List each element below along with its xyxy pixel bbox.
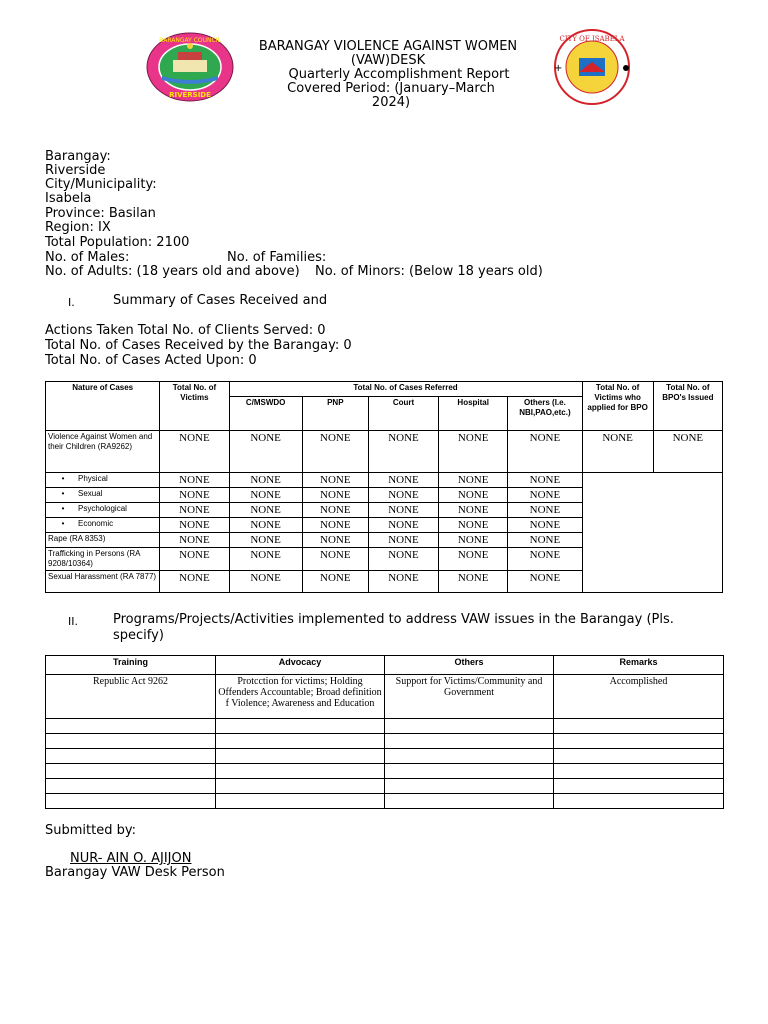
clients-served-line: Actions Taken Total No. of Clients Served: 0 <box>45 323 326 338</box>
row-label-text: Sexual <box>78 489 103 498</box>
cases-summary-table <box>45 381 723 593</box>
empty-cell <box>46 764 216 779</box>
empty-cell <box>554 794 724 809</box>
empty-cell <box>216 719 385 734</box>
population-line: Total Population: 2100 <box>45 235 190 250</box>
adults-line: No. of Adults: (18 years old and above) <box>45 264 300 279</box>
header-nature-of-cases: Nature of Cases <box>46 382 160 431</box>
table-cell: NONE <box>439 533 508 548</box>
row-sexual-harassment-label: Sexual Harassment (RA 7877) <box>46 571 160 593</box>
table-cell: NONE <box>302 473 368 488</box>
empty-cell <box>216 779 385 794</box>
header-bpo-issued: Total No. of BPO's Issued <box>653 382 722 431</box>
submitter-name: NUR- AIN O. AJIJON <box>70 851 192 866</box>
empty-cell <box>554 764 724 779</box>
table-cell: NONE <box>508 473 582 488</box>
table-cell: NONE <box>229 548 302 571</box>
table-cell: NONE <box>439 548 508 571</box>
report-title <box>238 40 538 110</box>
row-rape-label: Rape (RA 8353) <box>46 533 160 548</box>
table-cell: NONE <box>160 503 229 518</box>
table-cell: NONE <box>368 503 438 518</box>
header-advocacy: Advocacy <box>216 656 385 675</box>
table-cell: NONE <box>229 533 302 548</box>
table-cell: NONE <box>508 518 582 533</box>
empty-cell <box>216 734 385 749</box>
empty-cell <box>385 794 554 809</box>
empty-row <box>46 779 724 794</box>
table-cell: NONE <box>508 548 582 571</box>
empty-cell <box>46 719 216 734</box>
header-court: Court <box>368 397 438 431</box>
table-cell: NONE <box>508 503 582 518</box>
header-others: Others (I.e. NBI,PAO,etc.) <box>508 397 582 431</box>
table-cell: NONE <box>302 488 368 503</box>
row-label-text: Psychological <box>78 504 127 513</box>
remarks-cell: Accomplished <box>554 675 724 719</box>
table-cell: NONE <box>229 488 302 503</box>
submitted-by-label: Submitted by: <box>45 823 136 838</box>
table-cell: NONE <box>368 548 438 571</box>
title-line-5: 2024) <box>371 95 411 110</box>
minors-line: No. of Minors: (Below 18 years old) <box>315 264 543 279</box>
svg-text:CITY OF ISABELA: CITY OF ISABELA <box>559 35 625 43</box>
svg-text:BARANGAY COUNCIL: BARANGAY COUNCIL <box>159 37 221 44</box>
row-economic-label <box>46 518 160 533</box>
table-cell: NONE <box>439 431 508 473</box>
city-seal-logo <box>548 28 636 106</box>
region-line: Region: IX <box>45 220 111 235</box>
city-value: Isabela <box>45 191 92 206</box>
empty-cell <box>554 734 724 749</box>
section-1-numeral: I. <box>68 296 75 309</box>
title-line-3: Quarterly Accomplishment Report <box>288 67 510 82</box>
empty-cell <box>216 764 385 779</box>
empty-row <box>46 749 724 764</box>
section-2-title: Programs/Projects/Activities implemented to address VAW issues in the Barangay (Pls. specify) <box>113 612 674 643</box>
row-sexual-label <box>46 488 160 503</box>
bullet-icon: • <box>61 504 65 513</box>
table-cell: NONE <box>368 473 438 488</box>
svg-text:+: + <box>554 63 563 74</box>
table-cell: NONE <box>160 473 229 488</box>
table-cell: NONE <box>582 431 653 473</box>
empty-cell <box>46 734 216 749</box>
empty-cell <box>46 779 216 794</box>
table-cell: NONE <box>653 431 722 473</box>
empty-cell <box>46 749 216 764</box>
table-cell: NONE <box>229 431 302 473</box>
table-cell: NONE <box>302 503 368 518</box>
families-line: No. of Families: <box>227 250 327 265</box>
table-cell: NONE <box>302 533 368 548</box>
table-cell: NONE <box>160 518 229 533</box>
empty-bpo-cell <box>582 473 722 593</box>
table-cell: NONE <box>508 533 582 548</box>
barangay-label: Barangay: <box>45 149 111 164</box>
empty-row <box>46 794 724 809</box>
empty-cell <box>554 779 724 794</box>
table-cell: NONE <box>302 571 368 593</box>
header-bpo-applied: Total No. of Victims who applied for BPO <box>582 382 653 431</box>
table-cell: NONE <box>302 431 368 473</box>
submitter-position: Barangay VAW Desk Person <box>45 865 225 880</box>
city-label: City/Municipality: <box>45 177 157 192</box>
empty-cell <box>385 764 554 779</box>
header-others: Others <box>385 656 554 675</box>
row-label-text: Economic <box>78 519 114 528</box>
table-cell: NONE <box>439 571 508 593</box>
empty-cell <box>385 719 554 734</box>
table-cell: NONE <box>160 533 229 548</box>
row-vawc-label: Violence Against Women and their Children (RA9262) <box>46 431 160 473</box>
bullet-icon: • <box>61 489 65 498</box>
table-cell: NONE <box>229 571 302 593</box>
table-cell: NONE <box>160 571 229 593</box>
svg-text:RIVERSIDE: RIVERSIDE <box>169 91 211 99</box>
others-cell: Support for Victims/Community and Government <box>385 675 554 719</box>
cases-received-line: Total No. of Cases Received by the Barangay: 0 <box>45 338 352 353</box>
table-cell: NONE <box>508 431 582 473</box>
table-cell: NONE <box>368 518 438 533</box>
table-cell: NONE <box>368 431 438 473</box>
table-cell: NONE <box>160 488 229 503</box>
cases-acted-line: Total No. of Cases Acted Upon: 0 <box>45 353 257 368</box>
header-remarks: Remarks <box>554 656 724 675</box>
header-cmswdo: C/MSWDO <box>229 397 302 431</box>
table-cell: NONE <box>439 488 508 503</box>
row-physical-label <box>46 473 160 488</box>
empty-cell <box>216 749 385 764</box>
province-line: Province: Basilan <box>45 206 156 221</box>
barangay-value: Riverside <box>45 163 106 178</box>
section-1-title: Summary of Cases Received and <box>113 293 328 308</box>
table-cell: NONE <box>302 518 368 533</box>
barangay-seal-logo <box>146 32 234 102</box>
table-cell: NONE <box>368 533 438 548</box>
bullet-icon: • <box>61 474 65 483</box>
training-cell: Republic Act 9262 <box>46 675 216 719</box>
header-total-victims: Total No. of Victims <box>160 382 229 431</box>
table-cell: NONE <box>439 503 508 518</box>
empty-cell <box>554 719 724 734</box>
row-trafficking-label: Trafficking in Persons (RA 9208/10364) <box>46 548 160 571</box>
header-hospital: Hospital <box>439 397 508 431</box>
empty-cell <box>385 779 554 794</box>
empty-cell <box>554 749 724 764</box>
table-cell: NONE <box>302 548 368 571</box>
table-cell: NONE <box>160 431 229 473</box>
header-pnp: PNP <box>302 397 368 431</box>
table-cell: NONE <box>508 571 582 593</box>
advocacy-cell: Protcction for victims; Holding Offenders Accountable; Broad definition f Violence; Awareness and Education <box>216 675 385 719</box>
table-cell: NONE <box>439 473 508 488</box>
title-line-1: BARANGAY VIOLENCE AGAINST WOMEN <box>258 39 518 54</box>
males-line: No. of Males: <box>45 250 130 265</box>
row-label-text: Physical <box>78 474 108 483</box>
table-cell: NONE <box>229 503 302 518</box>
empty-row <box>46 764 724 779</box>
empty-cell <box>385 734 554 749</box>
title-line-2: (VAW)DESK <box>350 53 426 68</box>
title-line-4: Covered Period: (January–March <box>287 81 495 96</box>
section-2-numeral: II. <box>68 615 78 628</box>
header-training: Training <box>46 656 216 675</box>
header-cases-referred: Total No. of Cases Referred <box>229 382 582 397</box>
table-cell: NONE <box>368 488 438 503</box>
table-cell: NONE <box>229 518 302 533</box>
row-psychological-label <box>46 503 160 518</box>
table-cell: NONE <box>229 473 302 488</box>
table-cell: NONE <box>508 488 582 503</box>
table-cell: NONE <box>439 518 508 533</box>
empty-row <box>46 719 724 734</box>
bullet-icon: • <box>61 519 65 528</box>
table-cell: NONE <box>160 548 229 571</box>
empty-cell <box>385 749 554 764</box>
programs-table <box>45 655 724 809</box>
empty-row <box>46 734 724 749</box>
table-cell: NONE <box>368 571 438 593</box>
empty-cell <box>46 794 216 809</box>
empty-cell <box>216 794 385 809</box>
